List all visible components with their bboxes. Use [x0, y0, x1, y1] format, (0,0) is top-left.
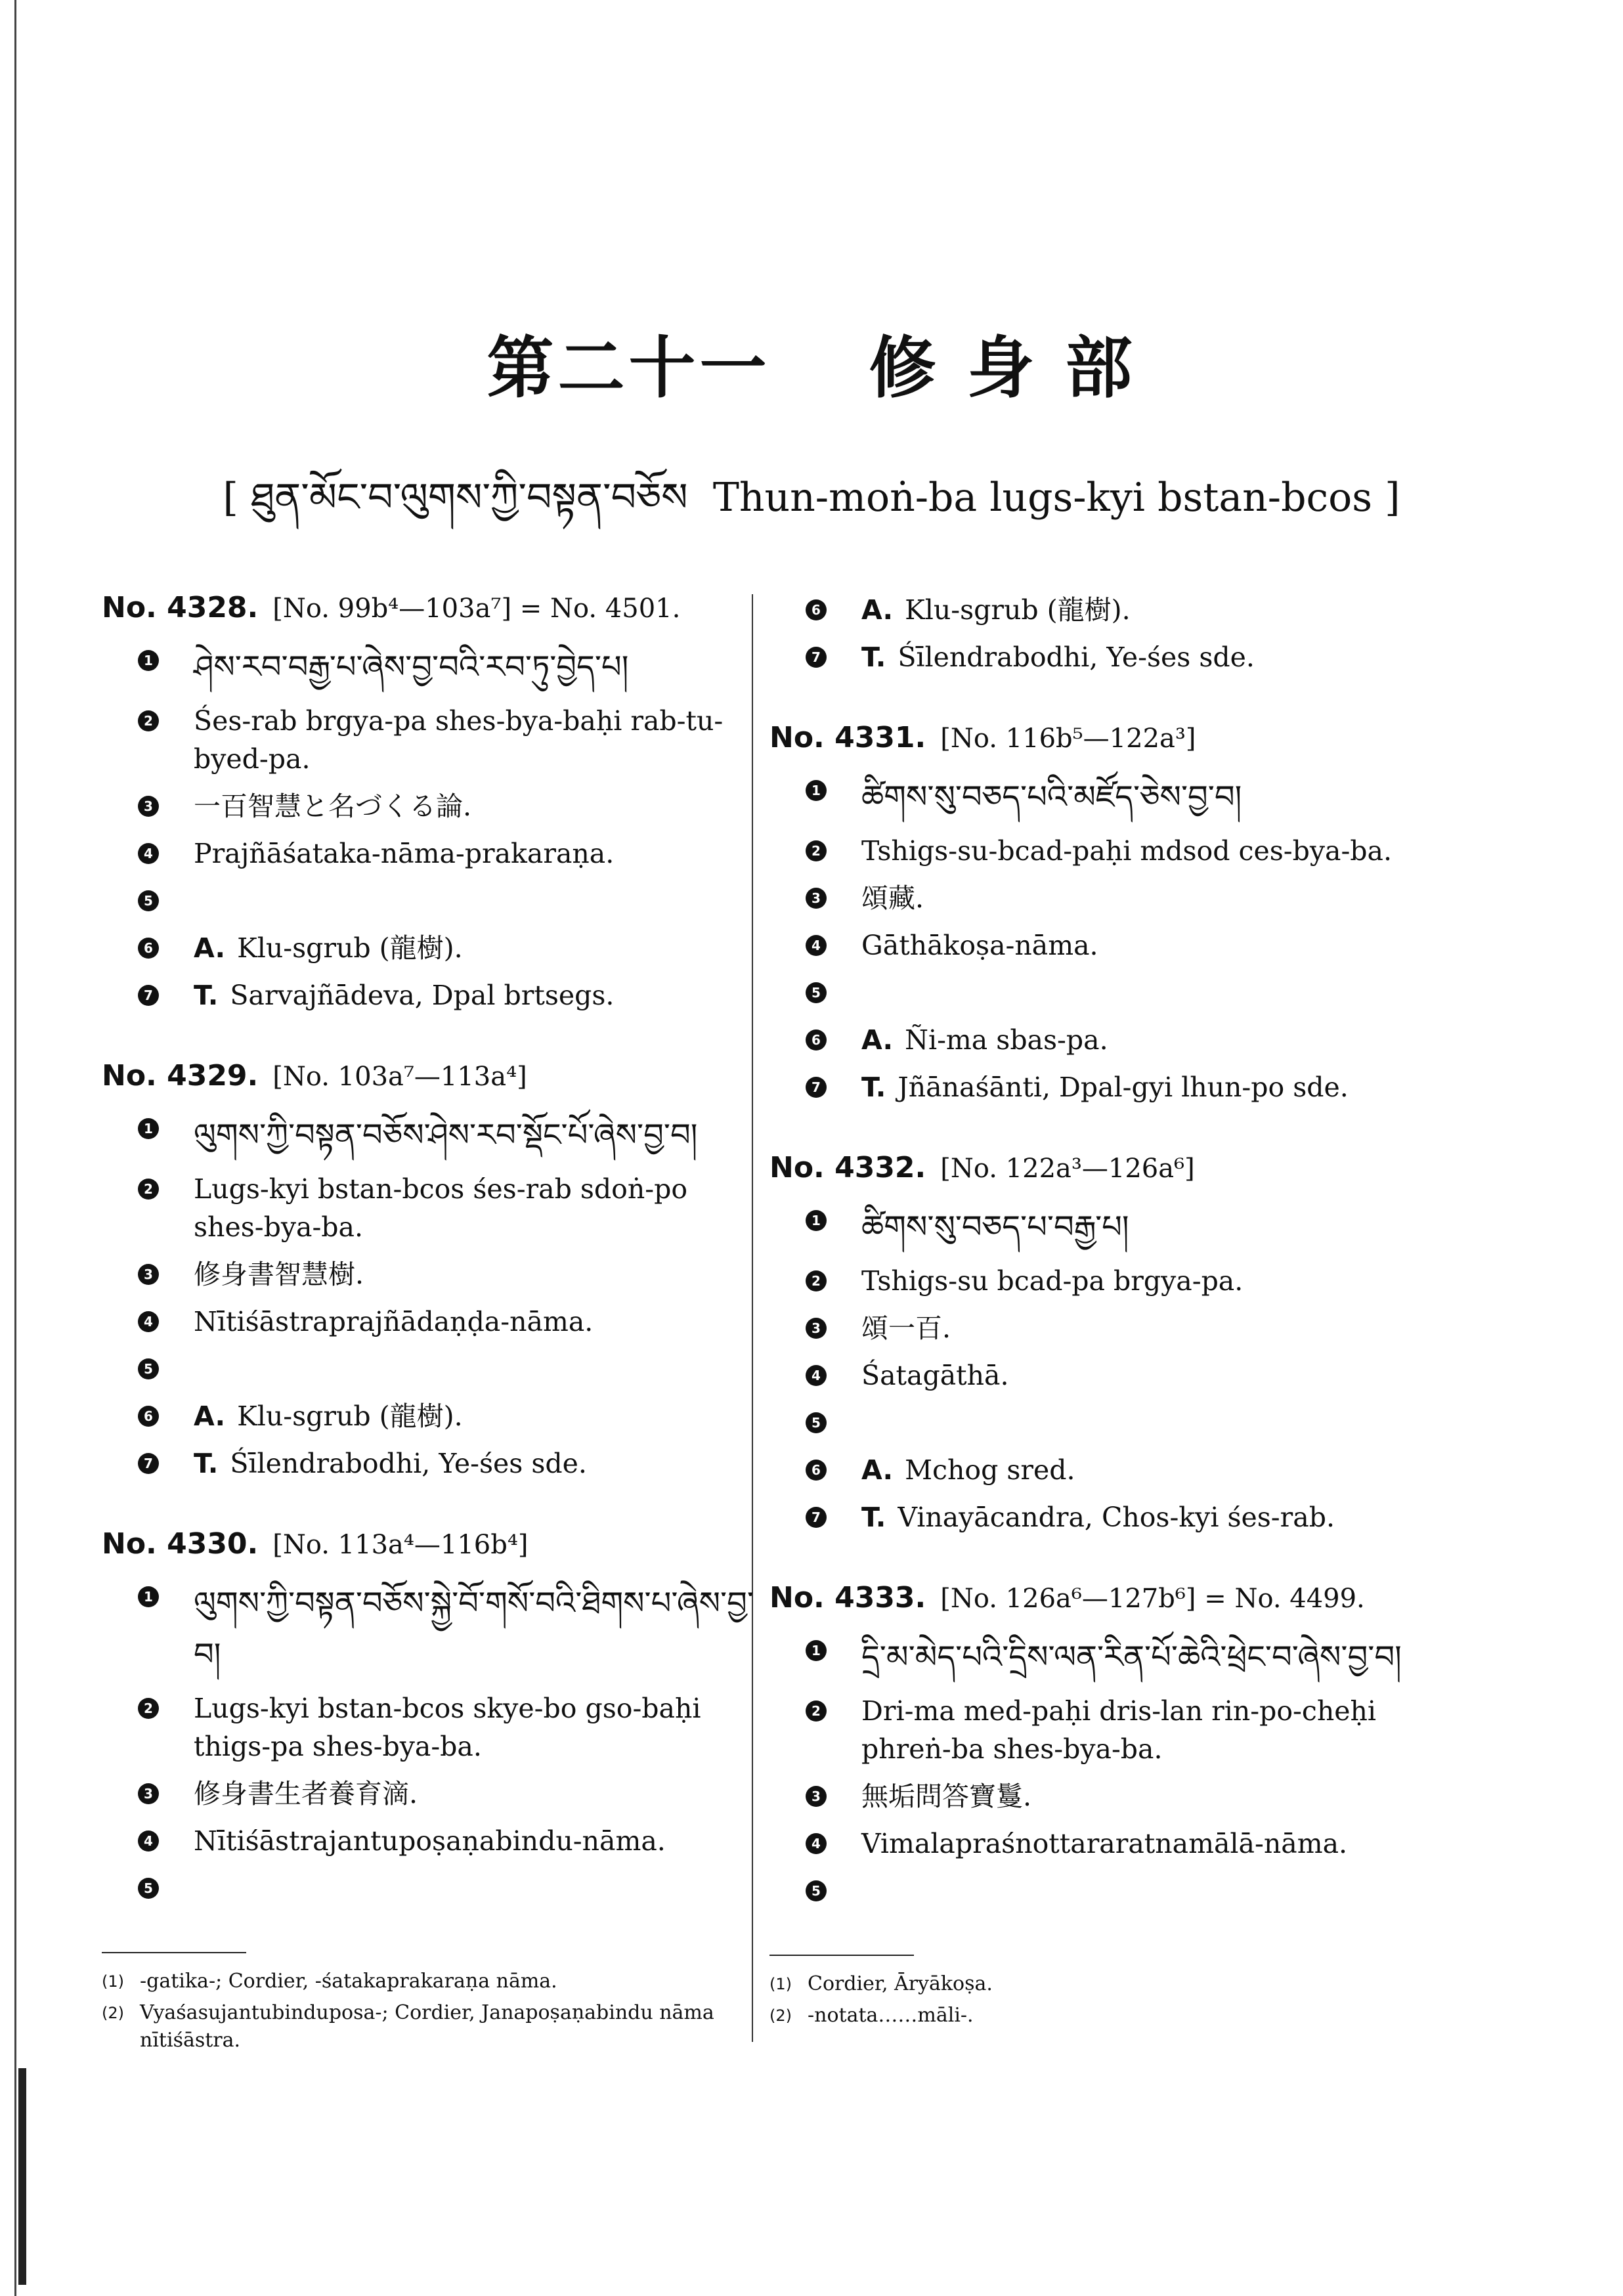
entry-header — [102, 1059, 758, 1093]
circled-number: 2 — [138, 710, 159, 731]
entry-line — [102, 641, 758, 693]
footnote — [102, 1999, 744, 2054]
line-text: Lugs-kyi bstan-bcos śes-rab sdoṅ-po shes-bya-ba. — [194, 1173, 688, 1243]
role-tag: T. — [194, 980, 219, 1011]
entry-header — [769, 1151, 1426, 1184]
line-text: Sarvajñādeva, Dpal brtsegs. — [230, 980, 615, 1011]
line-text: Nītiśāstrajantupoṣaṇabindu-nāma. — [194, 1825, 666, 1857]
scan-edge-blot — [18, 2068, 26, 2285]
tibetan-title: དྲི་མ་མེད་པའི་དྲིས་ལན་རིན་པོ་ཆེའི་ཕྲེང་བ་ཞེས་བྱ་བ། — [861, 1639, 1402, 1676]
line-text: Śatagāthā. — [861, 1360, 1009, 1391]
footnote-marker: (1) — [769, 1975, 792, 1993]
entry-line — [769, 1498, 1426, 1536]
circled-number: 3 — [138, 1783, 159, 1804]
entry-number: No. 4331. — [769, 721, 926, 754]
circled-number: 5 — [138, 1878, 159, 1899]
line-text: Prajñāśataka-nāma-prakaraṇa. — [194, 838, 615, 869]
tibetan-title: ཤེས་རབ་བརྒྱ་པ་ཞེས་བྱ་བའི་རབ་ཏུ་བྱེད་པ། — [194, 649, 629, 685]
entry-line — [769, 1202, 1426, 1253]
entry-line — [769, 879, 1426, 917]
circled-number: 4 — [138, 1830, 159, 1852]
footnotes — [769, 1955, 993, 2029]
entry-number: No. 4333. — [769, 1581, 926, 1614]
circled-number: 1 — [806, 1210, 827, 1231]
entry-line — [102, 1689, 758, 1765]
line-text: Śes-rab brgya-pa shes-bya-baḥi rab-tu-byed-pa. — [194, 705, 724, 775]
circled-number: 5 — [806, 982, 827, 1003]
circled-number: 4 — [806, 935, 827, 956]
circled-number: 6 — [806, 599, 827, 620]
line-text: Vimalapraśnottararatnamālā-nāma. — [861, 1828, 1348, 1859]
catalog-entry — [769, 1581, 1426, 1910]
footnote-text: Cordier, Āryākoṣa. — [808, 1972, 993, 1995]
catalog-entry — [769, 1151, 1426, 1536]
tibetan-title: ཚིགས་སུ་བཅད་པའི་མཛོད་ཅེས་བྱ་བ། — [861, 779, 1242, 815]
line-text: 頌藏. — [861, 882, 924, 914]
entry-reference: [No. 99b⁴—103a⁷] = No. 4501. — [272, 594, 681, 624]
circled-number: 7 — [138, 985, 159, 1006]
circled-number: 3 — [806, 1786, 827, 1807]
entry-line — [102, 1869, 758, 1907]
subtitle-transliteration: Thun-moṅ-ba lugs-kyi bstan-bcos — [712, 475, 1372, 521]
circled-number: 1 — [806, 1640, 827, 1661]
circled-number: 6 — [806, 1460, 827, 1481]
circled-number: 1 — [138, 650, 159, 671]
tibetan-title: ལུགས་ཀྱི་བསྟན་བཅོས་སྐྱེ་བོ་གསོ་བའི་ཐིགས་པ་ཞེས་བྱ་བ། — [194, 1585, 754, 1673]
circled-number: 3 — [138, 1264, 159, 1285]
entry-line — [102, 787, 758, 825]
entry-line — [102, 1775, 758, 1813]
entry-line — [102, 702, 758, 778]
footnote-text: Vyaśasujantubinduposa-; Cordier, Janapoṣaṇabindu nāma nītiśāstra. — [140, 2001, 714, 2052]
circled-number: 5 — [806, 1880, 827, 1901]
circled-number: 7 — [806, 1507, 827, 1528]
entry-number: No. 4328. — [102, 591, 259, 624]
circled-number: 5 — [138, 1358, 159, 1379]
circled-number: 5 — [806, 1412, 827, 1433]
line-text: Ñi-ma sbas-pa. — [905, 1024, 1108, 1056]
catalog-entry — [102, 1527, 758, 1907]
entry-header — [102, 1527, 758, 1561]
role-tag: T. — [861, 641, 886, 673]
circled-number: 2 — [806, 1270, 827, 1291]
footnote — [769, 2002, 1412, 2029]
entry-line — [769, 1872, 1426, 1910]
line-text: Vinayācandra, Chos-kyi śes-rab. — [898, 1502, 1335, 1533]
entry-line — [769, 1777, 1426, 1815]
line-text: 無垢問答寶鬘. — [861, 1781, 1032, 1812]
role-tag: A. — [861, 1024, 894, 1056]
right-column — [769, 591, 1426, 2033]
line-text: Klu-sgrub (龍樹). — [905, 594, 1131, 626]
footnote — [102, 1968, 744, 1995]
line-text: Mchog sred. — [905, 1454, 1075, 1486]
entry-line — [769, 1632, 1426, 1683]
continued-entry — [769, 591, 1426, 676]
entry-line — [769, 1021, 1426, 1059]
line-text: Klu-sgrub (龍樹). — [237, 932, 463, 964]
entry-reference: [No. 122a³—126a⁶] — [940, 1154, 1195, 1184]
entry-line — [769, 1825, 1426, 1863]
entry-header — [769, 721, 1426, 754]
circled-number: 3 — [138, 796, 159, 817]
entry-line — [769, 771, 1426, 823]
entry-line — [769, 638, 1426, 676]
entry-line — [102, 976, 758, 1014]
entry-line — [769, 1309, 1426, 1347]
tibetan-title: ལུགས་ཀྱི་བསྟན་བཅོས་ཤེས་རབ་སྡོང་པོ་ཞེས་བྱ་བ། — [194, 1117, 698, 1154]
circled-number: 4 — [806, 1365, 827, 1386]
circled-number: 1 — [138, 1118, 159, 1139]
circled-number: 4 — [806, 1833, 827, 1854]
entry-line — [769, 926, 1426, 964]
footnotes — [102, 1952, 714, 2054]
entry-line — [769, 1692, 1426, 1768]
entry-line — [769, 1068, 1426, 1106]
entry-line — [102, 1170, 758, 1246]
role-tag: T. — [194, 1448, 219, 1479]
entry-line — [769, 591, 1426, 629]
entry-line — [102, 882, 758, 920]
circled-number: 5 — [138, 890, 159, 911]
entry-number: No. 4329. — [102, 1059, 259, 1093]
line-text: Śīlendrabodhi, Ye-śes sde. — [230, 1448, 587, 1479]
entry-reference: [No. 126a⁶—127b⁶] = No. 4499. — [940, 1584, 1365, 1614]
line-text: Klu-sgrub (龍樹). — [237, 1400, 463, 1432]
entry-line — [102, 1822, 758, 1860]
entry-line — [769, 1262, 1426, 1300]
entry-line — [102, 1444, 758, 1483]
role-tag: T. — [861, 1502, 886, 1533]
tibetan-title: ཚིགས་སུ་བཅད་པ་བརྒྱ་པ། — [861, 1209, 1129, 1245]
circled-number: 6 — [138, 1406, 159, 1427]
circled-number: 7 — [806, 647, 827, 668]
circled-number: 4 — [138, 843, 159, 864]
entry-header — [769, 1581, 1426, 1614]
circled-number: 7 — [806, 1077, 827, 1098]
entry-reference: [No. 113a⁴—116b⁴] — [272, 1530, 529, 1560]
circled-number: 4 — [138, 1311, 159, 1332]
circled-number: 2 — [806, 1700, 827, 1722]
entry-reference: [No. 103a⁷—113a⁴] — [272, 1062, 527, 1092]
role-tag: A. — [861, 1454, 894, 1486]
footnote-text: -notata……māli-. — [808, 2004, 974, 2027]
entry-line — [102, 929, 758, 967]
circled-number: 1 — [806, 780, 827, 801]
entry-line — [102, 1397, 758, 1435]
line-text: Gāthākoṣa-nāma. — [861, 930, 1098, 961]
catalog-entry — [102, 1059, 758, 1483]
role-tag: A. — [194, 1400, 226, 1432]
footnote-marker: (2) — [102, 2004, 124, 2022]
entry-header — [102, 591, 758, 624]
line-text: Jñānaśānti, Dpal-gyi lhun-po sde. — [898, 1072, 1349, 1103]
subtitle-tibetan: ཐུན་མོང་བ་ལུགས་ཀྱི་བསྟན་བཅོས — [250, 475, 688, 521]
circled-number: 3 — [806, 888, 827, 909]
entry-line — [102, 1255, 758, 1293]
line-text: 修身書智慧樹. — [194, 1259, 364, 1290]
page-subtitle: [ ཐུན་མོང་བ་ལུགས་ཀྱི་བསྟན་བཅོས Thun-moṅ-ba lugs-kyi bstan-bcos ] — [223, 475, 1400, 521]
circled-number: 1 — [138, 1586, 159, 1607]
line-text: Śīlendrabodhi, Ye-śes sde. — [898, 641, 1255, 673]
entry-line — [102, 1303, 758, 1341]
footnote-marker: (1) — [102, 1972, 124, 1991]
catalog-entry — [769, 721, 1426, 1106]
role-tag: T. — [861, 1072, 886, 1103]
entry-line — [102, 1110, 758, 1161]
role-tag: A. — [194, 932, 226, 964]
line-text: Dri-ma med-paḥi dris-lan rin-po-cheḥi phreṅ-ba shes-bya-ba. — [861, 1695, 1377, 1765]
line-text: Lugs-kyi bstan-bcos skye-bo gso-baḥi thigs-pa shes-bya-ba. — [194, 1693, 701, 1762]
footnote-text: -gatika-; Cordier, -śatakaprakaraṇa nāma. — [140, 1970, 557, 1993]
circled-number: 7 — [138, 1453, 159, 1474]
entry-line — [102, 1350, 758, 1388]
circled-number: 2 — [138, 1179, 159, 1200]
circled-number: 6 — [806, 1029, 827, 1051]
footnote-marker: (2) — [769, 2006, 792, 2025]
line-text: Tshigs-su bcad-pa brgya-pa. — [861, 1265, 1244, 1297]
left-column — [102, 591, 758, 2058]
entry-reference: [No. 116b⁵—122a³] — [940, 724, 1196, 754]
entry-line — [769, 832, 1426, 870]
circled-number: 2 — [138, 1698, 159, 1719]
catalog-entry — [102, 591, 758, 1014]
page-title — [0, 315, 1623, 411]
entry-number: No. 4330. — [102, 1527, 259, 1561]
entry-line — [769, 1356, 1426, 1395]
circled-number: 2 — [806, 840, 827, 861]
role-tag: A. — [861, 594, 894, 626]
line-text: Tshigs-su-bcad-paḥi mdsod ces-bya-ba. — [861, 835, 1393, 867]
entry-line — [769, 1451, 1426, 1489]
entry-line — [769, 974, 1426, 1012]
line-text: 一百智慧と名づくる論. — [194, 791, 472, 822]
circled-number: 3 — [806, 1318, 827, 1339]
circled-number: 6 — [138, 938, 159, 959]
line-text: 頌一百. — [861, 1312, 951, 1344]
footnote — [769, 1970, 1412, 1998]
line-text: 修身書生者養育滴. — [194, 1778, 418, 1809]
entry-number: No. 4332. — [769, 1151, 926, 1184]
title-part-1: 第二十一 — [487, 329, 771, 408]
entry-line — [102, 834, 758, 873]
title-part-2: 修 身 部 — [869, 329, 1136, 408]
line-text: Nītiśāstraprajñādaṇḍa-nāma. — [194, 1306, 594, 1337]
entry-line — [102, 1578, 758, 1680]
entry-line — [769, 1404, 1426, 1442]
